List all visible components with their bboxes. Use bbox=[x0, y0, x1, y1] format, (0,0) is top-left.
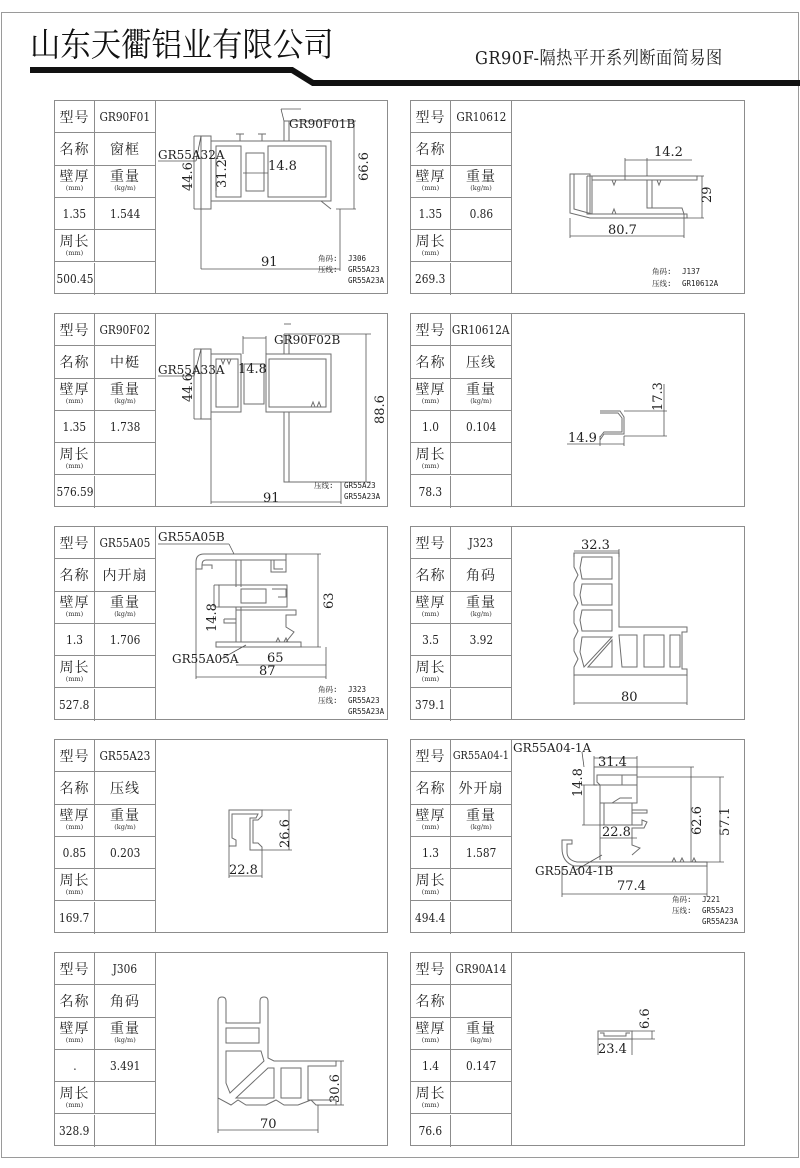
wall-thickness-label: 壁厚 bbox=[59, 382, 90, 399]
unit-label: (mm) bbox=[421, 888, 440, 897]
spec-table bbox=[411, 101, 512, 293]
corner-key: 角码: bbox=[672, 895, 692, 904]
perimeter-label: 周长 bbox=[59, 234, 90, 251]
bead-value: GR55A23A bbox=[348, 707, 385, 716]
name-label: 名称 bbox=[415, 354, 446, 371]
weight-label: 重量 bbox=[466, 595, 496, 612]
profile-card-gr10612 bbox=[410, 100, 745, 294]
dimension-height: 62.6 bbox=[690, 806, 705, 835]
name-label: 名称 bbox=[415, 141, 446, 158]
weight-value: 3.491 bbox=[109, 1058, 141, 1073]
wall-thickness-label: 壁厚 bbox=[415, 382, 446, 399]
wall-thickness-value: 1.0 bbox=[422, 419, 439, 434]
perimeter-value: 78.3 bbox=[418, 484, 443, 499]
name-value: 角码 bbox=[110, 993, 140, 1010]
cross-section-drawing bbox=[512, 740, 744, 932]
profile-card-j323 bbox=[410, 526, 745, 720]
model-value: GR10612A bbox=[452, 322, 510, 337]
unit-label: (kg/m) bbox=[114, 610, 136, 619]
weight-value: 3.92 bbox=[469, 632, 493, 647]
perimeter-label: 周长 bbox=[59, 873, 90, 890]
cross-section-drawing bbox=[512, 527, 744, 719]
dimension-thermal-break: 14.8 bbox=[268, 159, 297, 174]
wall-thickness-value: . bbox=[72, 1058, 77, 1073]
weight-value: 0.104 bbox=[465, 419, 497, 434]
name-label: 名称 bbox=[415, 567, 446, 584]
bead-key: 压线: bbox=[314, 481, 334, 490]
wall-thickness-label: 壁厚 bbox=[59, 595, 90, 612]
weight-label: 重量 bbox=[110, 382, 140, 399]
bead-key: 压线: bbox=[672, 906, 692, 915]
cross-section-drawing bbox=[512, 314, 744, 506]
name-value: 压线 bbox=[110, 780, 140, 797]
wall-thickness-label: 壁厚 bbox=[59, 1021, 90, 1038]
model-label: 型号 bbox=[415, 535, 446, 552]
dimension-left-height: 44.6 bbox=[181, 373, 196, 402]
model-value: J323 bbox=[468, 535, 494, 550]
dimension-top: 32.3 bbox=[581, 538, 610, 553]
dimension-width: 23.4 bbox=[598, 1042, 627, 1057]
dimension-height: 66.6 bbox=[357, 152, 372, 181]
wall-thickness-value: 1.35 bbox=[62, 206, 87, 221]
wall-thickness-value: 1.4 bbox=[422, 1058, 439, 1073]
model-label: 型号 bbox=[59, 961, 90, 978]
part-label: GR55A04-1A bbox=[513, 741, 592, 755]
perimeter-label: 周长 bbox=[59, 660, 90, 677]
model-value: GR10612 bbox=[456, 109, 506, 124]
weight-value: 1.738 bbox=[109, 419, 141, 434]
part-label: GR55A05A bbox=[172, 652, 239, 666]
unit-label: (mm) bbox=[421, 823, 440, 832]
unit-label: (mm) bbox=[65, 888, 84, 897]
unit-label: (kg/m) bbox=[114, 397, 136, 406]
model-value: GR55A05 bbox=[99, 535, 151, 550]
cross-section-drawing bbox=[156, 740, 387, 932]
spec-table bbox=[55, 527, 156, 719]
header-divider bbox=[0, 0, 800, 100]
spec-table bbox=[411, 314, 512, 506]
part-label: GR55A33A bbox=[158, 363, 225, 377]
cross-section-drawing bbox=[512, 101, 744, 293]
dimension-width: 80.7 bbox=[608, 223, 637, 238]
perimeter-value: 169.7 bbox=[59, 910, 90, 925]
unit-label: (mm) bbox=[65, 823, 84, 832]
profile-card-gr55a04-1 bbox=[410, 739, 745, 933]
name-value: 中梃 bbox=[110, 354, 140, 371]
unit-label: (mm) bbox=[65, 397, 84, 406]
wall-thickness-label: 壁厚 bbox=[415, 169, 446, 186]
corner-value: J306 bbox=[348, 254, 367, 263]
spec-table bbox=[411, 740, 512, 932]
unit-label: (mm) bbox=[65, 1101, 84, 1110]
profile-card-gr55a05 bbox=[54, 526, 388, 720]
dimension-inner-width: 65 bbox=[267, 651, 284, 666]
bead-key: 压线: bbox=[652, 279, 672, 288]
wall-thickness-value: 3.5 bbox=[422, 632, 439, 647]
weight-label: 重量 bbox=[110, 169, 140, 186]
spec-table bbox=[411, 527, 512, 719]
model-label: 型号 bbox=[415, 961, 446, 978]
corner-key: 角码: bbox=[652, 267, 672, 276]
unit-label: (mm) bbox=[421, 675, 440, 684]
unit-label: (mm) bbox=[421, 1101, 440, 1110]
name-value: 角码 bbox=[466, 567, 496, 584]
spec-table bbox=[411, 953, 512, 1145]
perimeter-value: 328.9 bbox=[59, 1123, 90, 1138]
model-value: J306 bbox=[112, 961, 138, 976]
unit-label: (kg/m) bbox=[470, 823, 492, 832]
corner-key: 角码: bbox=[318, 685, 338, 694]
wall-thickness-value: 1.35 bbox=[62, 419, 87, 434]
wall-thickness-value: 0.85 bbox=[62, 845, 87, 860]
part-label: GR90F02B bbox=[274, 333, 341, 347]
name-label: 名称 bbox=[59, 141, 90, 158]
bead-value: GR55A23 bbox=[702, 906, 734, 915]
part-label: GR90F01B bbox=[289, 117, 356, 131]
perimeter-label: 周长 bbox=[415, 234, 446, 251]
model-value: GR90F01 bbox=[99, 109, 151, 124]
name-label: 名称 bbox=[59, 993, 90, 1010]
model-value: GR55A04-1 bbox=[452, 749, 510, 763]
profile-card-gr10612a bbox=[410, 313, 745, 507]
model-value: GR55A23 bbox=[99, 748, 151, 763]
wall-thickness-label: 壁厚 bbox=[415, 1021, 446, 1038]
wall-thickness-label: 壁厚 bbox=[415, 595, 446, 612]
perimeter-value: 494.4 bbox=[415, 910, 446, 925]
part-label: GR55A04-1B bbox=[535, 864, 614, 878]
company-name: 山东天衢铝业有限公司 bbox=[30, 25, 334, 64]
name-value: 外开扇 bbox=[458, 780, 504, 797]
dimension-thermal-break: 14.8 bbox=[205, 603, 220, 632]
model-label: 型号 bbox=[415, 322, 446, 339]
model-label: 型号 bbox=[59, 322, 90, 339]
weight-value: 0.86 bbox=[469, 206, 493, 221]
dimension-width: 70 bbox=[260, 1117, 277, 1132]
bead-value: GR55A23A bbox=[702, 917, 739, 926]
name-label: 名称 bbox=[59, 780, 90, 797]
weight-value: 1.706 bbox=[109, 632, 141, 647]
unit-label: (mm) bbox=[421, 1036, 440, 1045]
profile-card-j306 bbox=[54, 952, 388, 1146]
dimension-thermal-break: 14.8 bbox=[238, 362, 267, 377]
part-label: GR55A05B bbox=[158, 530, 225, 544]
name-label: 名称 bbox=[415, 780, 446, 797]
bead-key: 压线: bbox=[318, 696, 338, 705]
name-value: 窗框 bbox=[110, 141, 140, 158]
name-value: 内开扇 bbox=[102, 567, 148, 584]
corner-value: J137 bbox=[682, 267, 701, 276]
perimeter-value: 76.6 bbox=[418, 1123, 443, 1138]
perimeter-label: 周长 bbox=[415, 660, 446, 677]
dimension-height: 30.6 bbox=[328, 1074, 343, 1103]
cross-section-drawing bbox=[512, 953, 744, 1145]
unit-label: (mm) bbox=[65, 184, 84, 193]
dimension-width: 77.4 bbox=[617, 879, 646, 894]
perimeter-value: 527.8 bbox=[59, 697, 90, 712]
profile-card-gr90f01 bbox=[54, 100, 388, 294]
wall-thickness-label: 壁厚 bbox=[59, 169, 90, 186]
perimeter-label: 周长 bbox=[59, 447, 90, 464]
spec-table bbox=[55, 101, 156, 293]
profile-card-gr55a23 bbox=[54, 739, 388, 933]
model-label: 型号 bbox=[59, 109, 90, 126]
profile-card-gr90a14 bbox=[410, 952, 745, 1146]
dimension-height: 88.6 bbox=[373, 395, 388, 424]
unit-label: (mm) bbox=[421, 249, 440, 258]
dimension-width: 14.9 bbox=[568, 431, 597, 446]
unit-label: (mm) bbox=[421, 184, 440, 193]
dimension-top: 31.4 bbox=[598, 755, 627, 770]
cross-section-drawing bbox=[156, 101, 387, 293]
unit-label: (mm) bbox=[65, 610, 84, 619]
wall-thickness-label: 壁厚 bbox=[415, 808, 446, 825]
dimension-height-2: 57.1 bbox=[718, 807, 733, 836]
perimeter-label: 周长 bbox=[415, 447, 446, 464]
dimension-height: 17.3 bbox=[651, 382, 666, 411]
unit-label: (mm) bbox=[65, 249, 84, 258]
bead-value: GR55A23 bbox=[348, 265, 380, 274]
wall-thickness-value: 1.3 bbox=[422, 845, 439, 860]
profile-card-gr90f02 bbox=[54, 313, 388, 507]
cross-section-drawing bbox=[156, 953, 387, 1145]
perimeter-value: 379.1 bbox=[415, 697, 446, 712]
model-label: 型号 bbox=[59, 748, 90, 765]
name-label: 名称 bbox=[59, 354, 90, 371]
model-label: 型号 bbox=[415, 748, 446, 765]
perimeter-value: 500.45 bbox=[56, 271, 93, 286]
unit-label: (kg/m) bbox=[470, 610, 492, 619]
unit-label: (mm) bbox=[65, 675, 84, 684]
unit-label: (mm) bbox=[421, 397, 440, 406]
model-label: 型号 bbox=[59, 535, 90, 552]
dimension-height: 6.6 bbox=[638, 1008, 653, 1029]
weight-label: 重量 bbox=[466, 1021, 496, 1038]
dimension-top: 14.2 bbox=[654, 145, 683, 160]
cross-section-drawing bbox=[156, 527, 387, 719]
perimeter-value: 269.3 bbox=[415, 271, 446, 286]
bead-value: GR55A23 bbox=[344, 481, 376, 490]
weight-label: 重量 bbox=[110, 808, 140, 825]
dimension-width: 91 bbox=[263, 491, 280, 506]
name-value: 压线 bbox=[466, 354, 496, 371]
wall-thickness-value: 1.3 bbox=[66, 632, 83, 647]
spec-table bbox=[55, 953, 156, 1145]
weight-label: 重量 bbox=[466, 808, 496, 825]
unit-label: (kg/m) bbox=[470, 1036, 492, 1045]
unit-label: (kg/m) bbox=[114, 1036, 136, 1045]
spec-table bbox=[55, 740, 156, 932]
wall-thickness-value: 1.35 bbox=[418, 206, 443, 221]
name-label: 名称 bbox=[415, 993, 446, 1010]
wall-thickness-label: 壁厚 bbox=[59, 808, 90, 825]
unit-label: (kg/m) bbox=[114, 184, 136, 193]
weight-value: 1.544 bbox=[109, 206, 141, 221]
unit-label: (mm) bbox=[65, 462, 84, 471]
bead-value: GR10612A bbox=[682, 279, 719, 288]
corner-key: 角码: bbox=[318, 254, 338, 263]
model-value: GR90A14 bbox=[455, 961, 507, 976]
weight-label: 重量 bbox=[110, 595, 140, 612]
weight-value: 0.147 bbox=[465, 1058, 497, 1073]
dimension-height: 63 bbox=[322, 592, 337, 609]
unit-label: (kg/m) bbox=[470, 184, 492, 193]
weight-value: 0.203 bbox=[109, 845, 141, 860]
document-title: GR90F-隔热平开系列断面简易图 bbox=[475, 48, 723, 69]
bead-value: GR55A23A bbox=[348, 276, 385, 285]
dimension-height: 29 bbox=[700, 186, 715, 203]
perimeter-label: 周长 bbox=[415, 1086, 446, 1103]
unit-label: (kg/m) bbox=[114, 823, 136, 832]
dimension-thermal-break: 14.8 bbox=[571, 768, 586, 797]
bead-value: GR55A23 bbox=[348, 696, 380, 705]
spec-table bbox=[55, 314, 156, 506]
perimeter-value: 576.59 bbox=[56, 484, 93, 499]
corner-value: J221 bbox=[702, 895, 721, 904]
dimension-left-height: 44.6 bbox=[181, 162, 196, 191]
dimension-inner-height: 31.2 bbox=[215, 159, 230, 188]
weight-label: 重量 bbox=[466, 382, 496, 399]
bead-value: GR55A23A bbox=[344, 492, 381, 501]
dimension-width: 80 bbox=[621, 690, 638, 705]
weight-label: 重量 bbox=[466, 169, 496, 186]
perimeter-label: 周长 bbox=[415, 873, 446, 890]
dimension-height: 26.6 bbox=[278, 819, 293, 848]
cross-section-drawing bbox=[156, 314, 387, 506]
dimension-width: 91 bbox=[261, 255, 278, 270]
dimension-width: 22.8 bbox=[229, 863, 258, 878]
name-label: 名称 bbox=[59, 567, 90, 584]
weight-label: 重量 bbox=[110, 1021, 140, 1038]
unit-label: (mm) bbox=[421, 610, 440, 619]
part-label: GR55A32A bbox=[158, 148, 225, 162]
corner-value: J323 bbox=[348, 685, 367, 694]
model-label: 型号 bbox=[415, 109, 446, 126]
weight-value: 1.587 bbox=[465, 845, 497, 860]
dimension-inner: 22.8 bbox=[602, 825, 631, 840]
unit-label: (kg/m) bbox=[470, 397, 492, 406]
perimeter-label: 周长 bbox=[59, 1086, 90, 1103]
bead-key: 压线: bbox=[318, 265, 338, 274]
unit-label: (mm) bbox=[421, 462, 440, 471]
model-value: GR90F02 bbox=[99, 322, 151, 337]
dimension-width: 87 bbox=[259, 664, 276, 679]
unit-label: (mm) bbox=[65, 1036, 84, 1045]
